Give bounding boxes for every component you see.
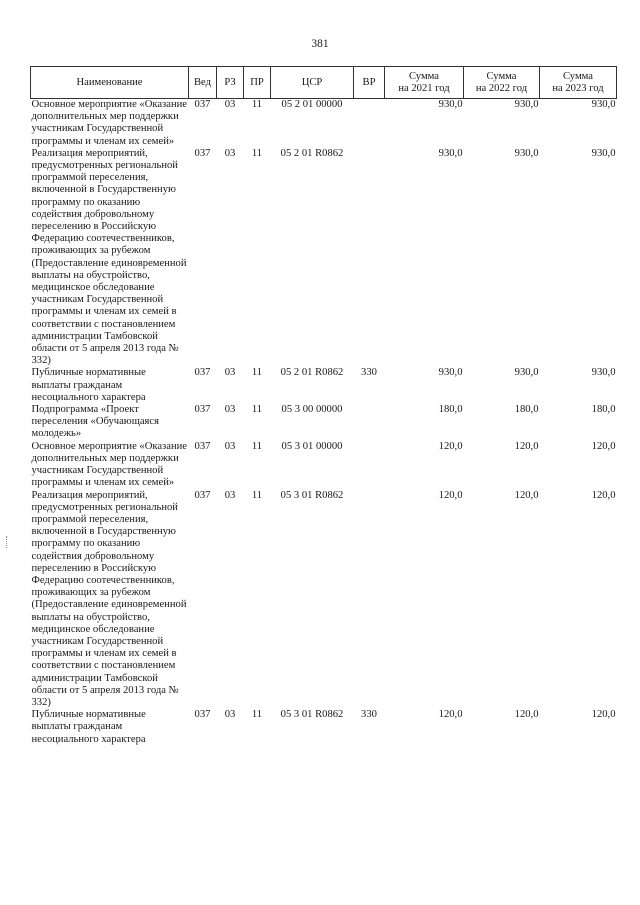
header-sum-2023	[540, 67, 617, 99]
row-pr: 11	[251, 440, 263, 452]
row-sum-2023: 120,0	[591, 489, 616, 501]
row-sum-2023: 930,0	[591, 367, 616, 379]
row-pr: 11	[251, 404, 263, 416]
table-row	[31, 99, 617, 148]
row-csr: 05 2 01 R0862	[280, 367, 344, 379]
row-vr	[354, 404, 385, 441]
row-sum-2021: 180,0	[438, 404, 463, 416]
header-sum-2021-line2: на 2021 год	[398, 82, 450, 94]
header-sum-2022	[464, 67, 540, 99]
row-sum-2022: 120,0	[514, 489, 539, 501]
row-rz: 03	[224, 440, 236, 452]
row-sum-2021: 120,0	[438, 489, 463, 501]
row-csr: 05 2 01 R0862	[280, 147, 344, 159]
row-ved: 037	[194, 147, 211, 159]
row-pr: 11	[251, 709, 263, 721]
row-rz: 03	[224, 709, 236, 721]
table-row	[31, 490, 617, 710]
table-header-row	[31, 67, 617, 99]
row-vr	[354, 441, 385, 490]
table-row	[31, 148, 617, 368]
header-sum-2021-line1: Сумма	[409, 70, 439, 82]
row-csr: 05 3 00 00000	[281, 404, 343, 416]
row-vr: 330	[361, 709, 377, 721]
row-pr: 11	[251, 489, 263, 501]
row-csr: 05 3 01 00000	[281, 440, 343, 452]
row-sum-2023: 930,0	[591, 99, 616, 110]
row-pr: 11	[251, 99, 263, 110]
page-number: 381	[311, 38, 329, 50]
row-name: Публичные нормативные выплаты гражданам несоциального характера	[31, 709, 146, 745]
row-ved: 037	[194, 404, 211, 416]
row-csr: 05 3 01 R0862	[280, 489, 344, 501]
row-ved: 037	[194, 709, 211, 721]
row-ved: 037	[194, 489, 211, 501]
header-ved: Вед	[189, 67, 217, 99]
row-vr	[354, 490, 385, 710]
header-pr: ПР	[244, 67, 271, 99]
row-vr: 330	[361, 367, 377, 379]
row-ved: 037	[194, 99, 211, 110]
row-ved: 037	[194, 440, 211, 452]
row-sum-2021: 930,0	[438, 367, 463, 379]
row-sum-2022: 120,0	[514, 440, 539, 452]
row-rz: 03	[224, 367, 236, 379]
row-sum-2022: 180,0	[514, 404, 539, 416]
row-sum-2022: 930,0	[514, 367, 539, 379]
table-row	[31, 367, 617, 404]
scan-edge-mark	[6, 536, 9, 548]
row-sum-2021: 120,0	[438, 440, 463, 452]
row-sum-2023: 930,0	[591, 147, 616, 159]
row-pr: 11	[251, 147, 263, 159]
header-sum-2023-line2: на 2023 год	[552, 82, 604, 94]
header-sum-2021	[385, 67, 464, 99]
row-sum-2023: 120,0	[591, 709, 616, 721]
row-rz: 03	[224, 99, 236, 110]
row-sum-2021: 120,0	[438, 709, 463, 721]
header-rz: РЗ	[217, 67, 244, 99]
row-name: Публичные нормативные выплаты гражданам несоциального характера	[31, 367, 146, 403]
header-vr: ВР	[354, 67, 385, 99]
table-row	[31, 709, 617, 746]
row-name: Реализация мероприятий, предусмотренных региональной программой переселения, включенной в Государственную программу по оказанию содействия добровольному переселению в Российскую Федерацию соотечественников, проживающих за рубежом (Предоставление единовременной выплаты на обустройство, медицинское обследование участникам Государственной программы и членам их семей в соответствии с постановлением администрации Тамбовской области от 5 апреля 2013 года № 332)	[31, 489, 187, 708]
row-rz: 03	[224, 404, 236, 416]
row-sum-2021: 930,0	[438, 147, 463, 159]
row-name: Реализация мероприятий, предусмотренных региональной программой переселения, включенной в Государственную программу по оказанию содействия добровольному переселению в Российскую Федерацию соотечественников, проживающих за рубежом (Предоставление единовременной выплаты на обустройство, медицинское обследование участникам Государственной программы и членам их семей в соответствии с постановлением администрации Тамбовской области от 5 апреля 2013 года № 332)	[31, 147, 187, 367]
header-sum-2023-line1: Сумма	[563, 70, 593, 82]
row-vr	[354, 99, 385, 148]
row-pr: 11	[251, 367, 263, 379]
header-name: Наименование	[31, 67, 189, 99]
row-sum-2022: 120,0	[514, 709, 539, 721]
table-row	[31, 404, 617, 441]
row-rz: 03	[224, 489, 236, 501]
row-name: Основное мероприятие «Оказание дополнительных мер поддержки участникам Государственной программы и членам их семей»	[31, 99, 187, 147]
row-sum-2023: 120,0	[591, 440, 616, 452]
header-csr: ЦСР	[271, 67, 354, 99]
row-rz: 03	[224, 147, 236, 159]
row-name: Подпрограмма «Проект переселения «Обучающаяся молодежь»	[31, 404, 159, 440]
header-sum-2022-line1: Сумма	[486, 70, 517, 82]
row-vr	[354, 148, 385, 368]
row-sum-2023: 180,0	[591, 404, 616, 416]
row-csr: 05 3 01 R0862	[280, 709, 344, 721]
budget-table	[30, 66, 617, 746]
row-sum-2022: 930,0	[514, 99, 539, 110]
row-csr: 05 2 01 00000	[281, 99, 343, 110]
row-sum-2022: 930,0	[514, 147, 539, 159]
row-ved: 037	[194, 367, 211, 379]
header-sum-2022-line2: на 2022 год	[475, 82, 528, 94]
row-name: Основное мероприятие «Оказание дополнительных мер поддержки участникам Государственной программы и членам их семей»	[31, 440, 187, 489]
row-sum-2021: 930,0	[438, 99, 463, 110]
table-row	[31, 441, 617, 490]
